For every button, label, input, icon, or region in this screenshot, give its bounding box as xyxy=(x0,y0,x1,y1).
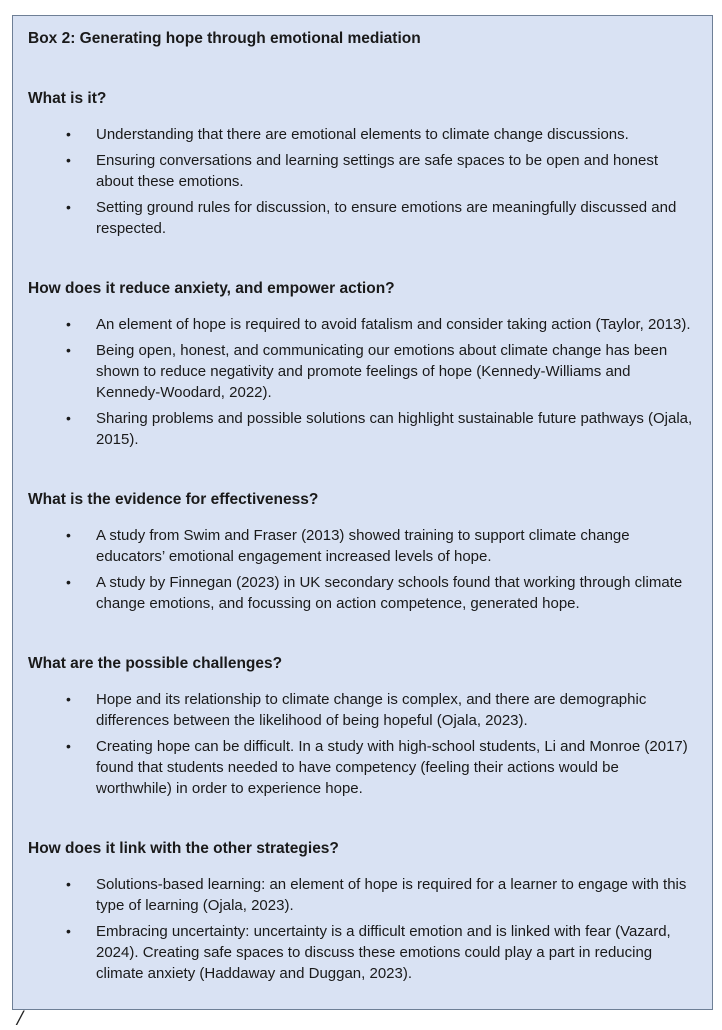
box-section xyxy=(28,839,694,984)
bullet-text: A study from Swim and Fraser (2013) showed training to support climate change educators’ emotional engagement increased levels of hope. xyxy=(96,527,630,565)
bullet-icon: • xyxy=(66,316,71,332)
bullet-item xyxy=(66,150,694,192)
bullet-list xyxy=(28,874,694,984)
bullet-icon: • xyxy=(66,876,71,892)
bullet-text: Ensuring conversations and learning settings are safe spaces to be open and honest about these emotions. xyxy=(96,152,659,190)
bullet-icon: • xyxy=(66,527,71,543)
bullet-text: A study by Finnegan (2023) in UK secondary schools found that working through climate change emotions, and focussing on action competence, generated hope. xyxy=(96,574,683,612)
box-section xyxy=(28,654,694,799)
bullet-list xyxy=(28,525,694,614)
box-sections xyxy=(28,89,694,984)
box-section xyxy=(28,279,694,450)
cutoff-text-artifact: / xyxy=(17,1005,24,1030)
bullet-icon: • xyxy=(66,126,71,142)
bullet-icon: • xyxy=(66,152,71,168)
bullet-item xyxy=(66,921,694,984)
section-heading: What is the evidence for effectiveness? xyxy=(28,491,319,508)
box-section xyxy=(28,490,694,614)
bullet-item xyxy=(66,197,694,239)
bullet-text: Hope and its relationship to climate change is complex, and there are demographic differences between the likelihood of being hopeful (Ojala, 2023). xyxy=(96,691,647,729)
bullet-text: Sharing problems and possible solutions can highlight sustainable future pathways (Ojala, 2015). xyxy=(96,410,693,448)
bullet-text: Solutions-based learning: an element of hope is required for a learner to engage with this type of learning (Ojala, 2023). xyxy=(96,876,687,914)
bullet-text: Embracing uncertainty: uncertainty is a difficult emotion and is linked with fear (Vazard, 2024). Creating safe spaces to discuss these emotions could play a part in reducing climate anxiety (Haddaway and Duggan, 2023). xyxy=(96,923,671,982)
section-heading: What is it? xyxy=(28,90,107,107)
bullet-text: An element of hope is required to avoid fatalism and consider taking action (Taylor, 2013). xyxy=(96,316,691,333)
text-box xyxy=(12,15,713,1010)
bullet-item xyxy=(66,689,694,731)
bullet-icon: • xyxy=(66,410,71,426)
bullet-text: Understanding that there are emotional elements to climate change discussions. xyxy=(96,126,629,143)
box-section xyxy=(28,89,694,239)
bullet-item xyxy=(66,572,694,614)
bullet-item xyxy=(66,124,694,145)
bullet-icon: • xyxy=(66,574,71,590)
bullet-item xyxy=(66,340,694,403)
bullet-item xyxy=(66,314,694,335)
section-heading: How does it link with the other strategies? xyxy=(28,840,339,857)
bullet-text: Setting ground rules for discussion, to ensure emotions are meaningfully discussed and respected. xyxy=(96,199,677,237)
section-heading: How does it reduce anxiety, and empower action? xyxy=(28,280,395,297)
bullet-icon: • xyxy=(66,691,71,707)
bullet-list xyxy=(28,314,694,450)
bullet-list xyxy=(28,124,694,239)
section-heading: What are the possible challenges? xyxy=(28,655,283,672)
bullet-list xyxy=(28,689,694,799)
bullet-icon: • xyxy=(66,342,71,358)
bullet-item xyxy=(66,736,694,799)
bullet-item xyxy=(66,525,694,567)
bullet-item xyxy=(66,408,694,450)
bullet-text: Creating hope can be difficult. In a study with high-school students, Li and Monroe (2017) found that students needed to have competency (feeling their actions would be worthwhile) in order to experience hope. xyxy=(96,738,688,797)
bullet-item xyxy=(66,874,694,916)
bullet-icon: • xyxy=(66,199,71,215)
bullet-icon: • xyxy=(66,923,71,939)
bullet-icon: • xyxy=(66,738,71,754)
box-title: Box 2: Generating hope through emotional mediation xyxy=(28,30,421,47)
bullet-text: Being open, honest, and communicating our emotions about climate change has been shown to reduce negativity and promote feelings of hope (Kennedy-Williams and Kennedy-Woodard, 2022). xyxy=(96,342,668,401)
